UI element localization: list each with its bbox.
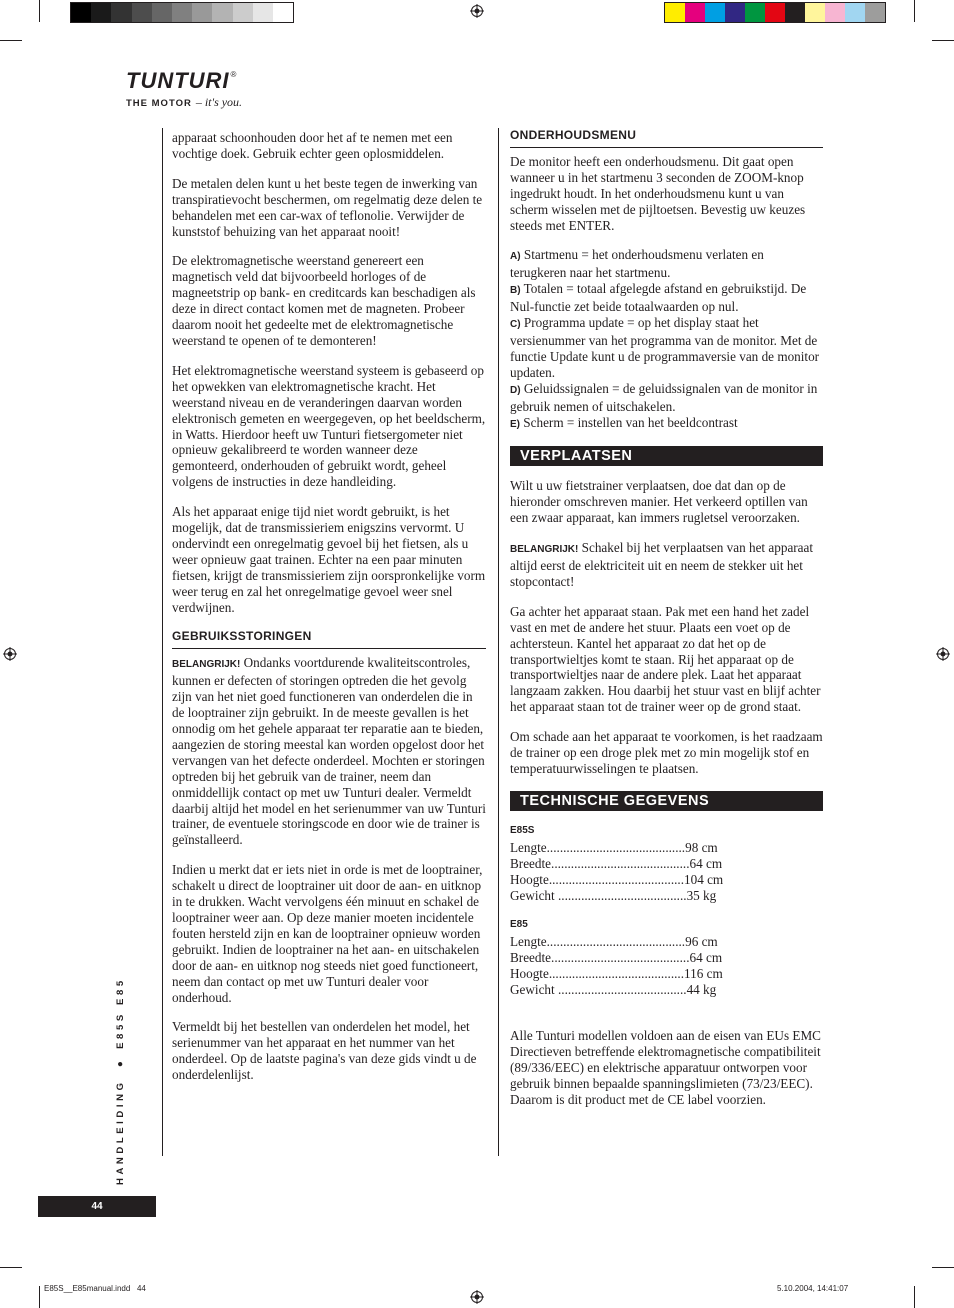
spec-label: Breedte	[510, 855, 552, 871]
logo-wordmark: TUNTURI	[126, 68, 230, 93]
menu-item-text: Programma update = op het display staat het versienummer van het programma van de monitor. Met de functie Update kunt u de programmaversie van de monitor updaten.	[510, 315, 820, 380]
spec-row	[510, 856, 823, 872]
paragraph: Als het apparaat enige tijd niet wordt gebruikt, is het mogelijk, dat de transmissieriem enigszins vervormt. U ondervindt een onregelmatig gevoel bij het fietsen, als u weer opnieuw gaat trainen. Echter na een paar minuten fietsen, krijgt de transmissieriem zijn oorspronkelijke vorm weer terug en zal het onregelmatige gevoel weer snel verdwijnen.	[172, 504, 486, 615]
menu-item	[510, 281, 823, 315]
crop-mark	[0, 40, 22, 41]
spec-value: 64 cm	[689, 950, 723, 966]
spec-value: 64 cm	[689, 855, 723, 871]
menu-item-text: Totalen = totaal afgelegde afstand en gebruikstijd. De Nul-functie zet beide totaalwaarden op nul.	[510, 281, 807, 315]
important-label: BELANGRIJK!	[510, 544, 579, 556]
spec-leader: .......................................	[554, 982, 687, 998]
color-swatch	[805, 3, 825, 22]
spec-model: E85S	[510, 824, 535, 836]
paragraph: De elektromagnetische weerstand genereert een magnetisch veld dat bijvoorbeeld horloges of de magneetstrip op bank- en creditcards kan beschadigen als deze in direct contact komen met de magneten. Probeer daarom nooit het gedeelte met de elektromagnetische weerstand te openen of te demonteren!	[172, 253, 476, 348]
section-heading-gebruiksstoringen: GEBRUIKSSTORINGEN	[172, 629, 486, 649]
menu-item-list	[510, 247, 823, 432]
section-heading-technische-gegevens: TECHNISCHE GEGEVENS	[510, 791, 823, 811]
spec-label: Hoogte	[510, 871, 549, 887]
spec-label: Lengte	[510, 934, 547, 950]
color-swatch	[71, 3, 91, 22]
logo-tagline-suffix: – it's you.	[195, 95, 243, 109]
color-swatch	[845, 3, 865, 22]
paragraph: Vermeldt bij het bestellen van onderdelen het model, het serienummer van het apparaat en het nummer van het onderdeel. Op de laatste pagina's van deze gids vindt u de onderdelenlijst.	[172, 1019, 477, 1083]
paragraph: Het elektromagnetische weerstand systeem is gebaseerd op het opwekken van elektromagnetische kracht. Het weerstand niveau en de veranderingen daarvan worden elektronisch gemeten en weergegeven, op het beeldscherm, in Watts. Hierdoor heeft uw Tunturi fietsergometer niet opnieuw gekalibreerd te worden wanneer deze gemonteerd, onderhouden of gebruikt wordt, geheel volgens de instructies in deze handleiding.	[172, 362, 486, 490]
spec-leader: .........................................	[548, 871, 684, 887]
menu-item-text: Startmenu = het onderhoudsmenu verlaten en terugkeren naar het startmenu.	[510, 247, 764, 281]
important-text: Schakel bij het verplaatsen van het apparaat altijd eerst de elektriciteit uit en neem de stekker uit het stopcontact!	[510, 540, 814, 589]
column-rule-middle	[498, 128, 499, 1156]
footer-file-slug: E85S__E85manual.indd 44	[44, 1284, 146, 1293]
paragraph: Wilt u uw fietstrainer verplaatsen, doe dat dan op de hieronder omschreven manier. Het verkeerd optillen van een zwaar apparaat, kan immers rugletsel veroorzaken.	[510, 478, 808, 526]
spec-value: 44 kg	[686, 982, 717, 998]
spec-row	[510, 982, 823, 998]
important-label: BELANGRIJK!	[172, 659, 241, 671]
registration-mark-icon	[3, 647, 17, 661]
spec-value: 98 cm	[685, 839, 718, 855]
spec-value: 35 kg	[686, 887, 717, 903]
side-label	[115, 977, 126, 1185]
spec-block	[510, 917, 823, 998]
menu-item-label: A)	[510, 251, 521, 263]
crop-mark	[932, 40, 954, 41]
spec-row	[510, 888, 823, 904]
spec-leader: ..........................................	[546, 934, 686, 950]
side-label-title: HANDLEIDING	[115, 1079, 126, 1185]
important-paragraph	[510, 540, 823, 590]
menu-item-text: Geluidssignalen = de geluidssignalen van de monitor in gebruik nemen of uitschakelen.	[510, 380, 818, 414]
brand-logo	[126, 70, 242, 111]
spec-label: Gewicht	[510, 982, 555, 998]
color-swatch	[685, 3, 705, 22]
page-number: 44	[91, 1201, 103, 1212]
spec-label: Lengte	[510, 839, 547, 855]
important-paragraph	[172, 655, 486, 848]
color-swatch	[91, 3, 111, 22]
spec-value: 116 cm	[684, 966, 723, 982]
color-swatch	[152, 3, 172, 22]
paragraph: Ga achter het apparaat staan. Pak met een hand het zadel vast en met de andere het stuur. Plaats een voet op de achtersteun. Kantel het apparaat zo dat het op de transportwieltjes komt te staan. Rij het apparaat op de transportwieltjes naar de andere plek. Laat het apparaat langzaam zakken. Hou daarbij het stuur vast en blijf achter het apparaat staan tot de trainer weer op de grond staat.	[510, 603, 821, 715]
color-swatch	[233, 3, 253, 22]
crop-mark	[932, 1267, 954, 1268]
color-swatch	[273, 3, 293, 22]
grayscale-calibration-bar	[70, 2, 294, 23]
left-column	[172, 130, 486, 1097]
spec-value: 104 cm	[684, 871, 724, 887]
spec-block	[510, 823, 823, 904]
menu-item	[510, 381, 823, 415]
paragraph: Indien u merkt dat er iets niet in orde is met de looptrainer, schakelt u direct de looptrainer uit door de aan- en uitknop in te drukken. Wacht vervolgens één minuut en schakel de looptrainer weer aan. Op deze manier moeten incidentele fouten hersteld zijn en kan de looptrainer opnieuw worden gebruikt. Indien de looptrainer na het aan- en uitschakelen door de aan- en uitknop nog steeds niet goed functioneert, neem dan contact op met uw Tunturi dealer voor onderhoud.	[172, 862, 483, 1005]
color-swatch	[665, 3, 685, 22]
logo-tagline-prefix: THE MOTOR	[126, 98, 192, 109]
color-swatch	[745, 3, 765, 22]
spec-leader: ..........................................	[551, 950, 690, 966]
ce-compliance-paragraph: Alle Tunturi modellen voldoen aan de eisen van EUs EMC Directieven betreffende elektromagnetische compatibiliteit (89/336/EEC) en elektrische apparatuur ontworpen voor gebruik binnen bepaalde spanningslimieten (73/23/EEC). Daarom is dit product met de CE label voorzien.	[510, 1027, 821, 1107]
footer-timestamp: 5.10.2004, 14:41:07	[777, 1284, 849, 1293]
registration-mark-icon	[936, 647, 950, 661]
column-rule-left	[162, 128, 163, 1156]
spec-model: E85	[510, 919, 528, 931]
spec-row	[510, 950, 823, 966]
page-number-box	[38, 1196, 156, 1217]
color-swatch	[172, 3, 192, 22]
crop-mark	[914, 1286, 915, 1308]
color-swatch	[865, 3, 885, 22]
spec-leader: .......................................	[554, 887, 687, 903]
registered-mark: ®	[230, 70, 237, 79]
menu-item	[510, 247, 823, 281]
spec-label: Gewicht	[510, 887, 555, 903]
right-column	[510, 128, 823, 1122]
menu-item	[510, 415, 823, 433]
spec-row	[510, 934, 823, 950]
crop-mark	[0, 1267, 22, 1268]
important-text: Ondanks voortdurende kwaliteitscontroles, kunnen er defecten of storingen optreden die het gevolg zijn van het niet goed functioneren van onderdelen die in de looptrainer zijn gebruikt. In de meeste gevallen is het onnodig om het gehele apparaat ter reparatie aan te bieden, aangezien de storing meestal kan worden opgelost door het vervangen van het defecte onderdeel. Mochten er storingen optreden bij het gebruik van de trainer, neem dan onmiddellijk contact op met uw Tunturi dealer. Vermeldt daarbij altijd het model en het serienummer van uw Tunturi trainer, de eventuele storingscode en door wie de trainer is geïnstalleerd.	[172, 655, 486, 848]
menu-item-label: B)	[510, 285, 521, 297]
color-swatch	[785, 3, 805, 22]
color-swatch	[765, 3, 785, 22]
menu-item-label: C)	[510, 319, 521, 331]
section-heading-onderhoudsmenu: ONDERHOUDSMENU	[510, 128, 823, 148]
color-swatch	[212, 3, 232, 22]
spec-row	[510, 840, 823, 856]
side-label-models: E85S E85	[115, 977, 126, 1049]
color-calibration-bar	[664, 2, 886, 23]
paragraph: De metalen delen kunt u het beste tegen de inwerking van transpiratievocht beschermen, om regelmatig deze delen te behandelen met een car-wax of teflonolie. Verwijder de kunststof behuizing van het apparaat nooit!	[172, 175, 483, 239]
spec-row	[510, 966, 823, 982]
color-swatch	[825, 3, 845, 22]
registration-mark-icon	[470, 1290, 484, 1304]
registration-mark-icon	[470, 4, 484, 18]
menu-item-text: Scherm = instellen van het beeldcontrast	[520, 414, 738, 430]
spec-label: Breedte	[510, 950, 552, 966]
crop-mark	[39, 1286, 40, 1308]
spec-leader: .........................................	[548, 966, 684, 982]
spec-row	[510, 872, 823, 888]
crop-mark	[914, 0, 915, 22]
color-swatch	[111, 3, 131, 22]
menu-item	[510, 315, 823, 381]
menu-item-label: D)	[510, 384, 521, 396]
spec-leader: ..........................................	[551, 855, 690, 871]
color-swatch	[192, 3, 212, 22]
menu-item-label: E)	[510, 418, 520, 430]
spec-label: Hoogte	[510, 966, 549, 982]
crop-mark	[39, 0, 40, 22]
section-heading-verplaatsen: VERPLAATSEN	[510, 446, 823, 466]
color-swatch	[132, 3, 152, 22]
color-swatch	[253, 3, 273, 22]
spec-value: 96 cm	[685, 934, 718, 950]
paragraph: De monitor heeft een onderhoudsmenu. Dit gaat open wanneer u in het startmenu 3 seconden de ZOOM-knop ingedrukt houdt. In het onderhoudsmenu kunt u van scherm wisselen met de pijltoetsen. Bevestig uw keuzes steeds met ENTER.	[510, 153, 806, 233]
color-swatch	[705, 3, 725, 22]
paragraph: apparaat schoonhouden door het af te nemen met een vochtige doek. Gebruik echter geen oplosmiddelen.	[172, 130, 453, 161]
paragraph: Om schade aan het apparaat te voorkomen, is het raadzaam de trainer op een droge plek met zo min mogelijk stof en temperatuurwisselingen te plaatsen.	[510, 729, 823, 776]
bullet-icon: ●	[115, 1061, 126, 1068]
spec-leader: ..........................................	[546, 839, 686, 855]
color-swatch	[725, 3, 745, 22]
